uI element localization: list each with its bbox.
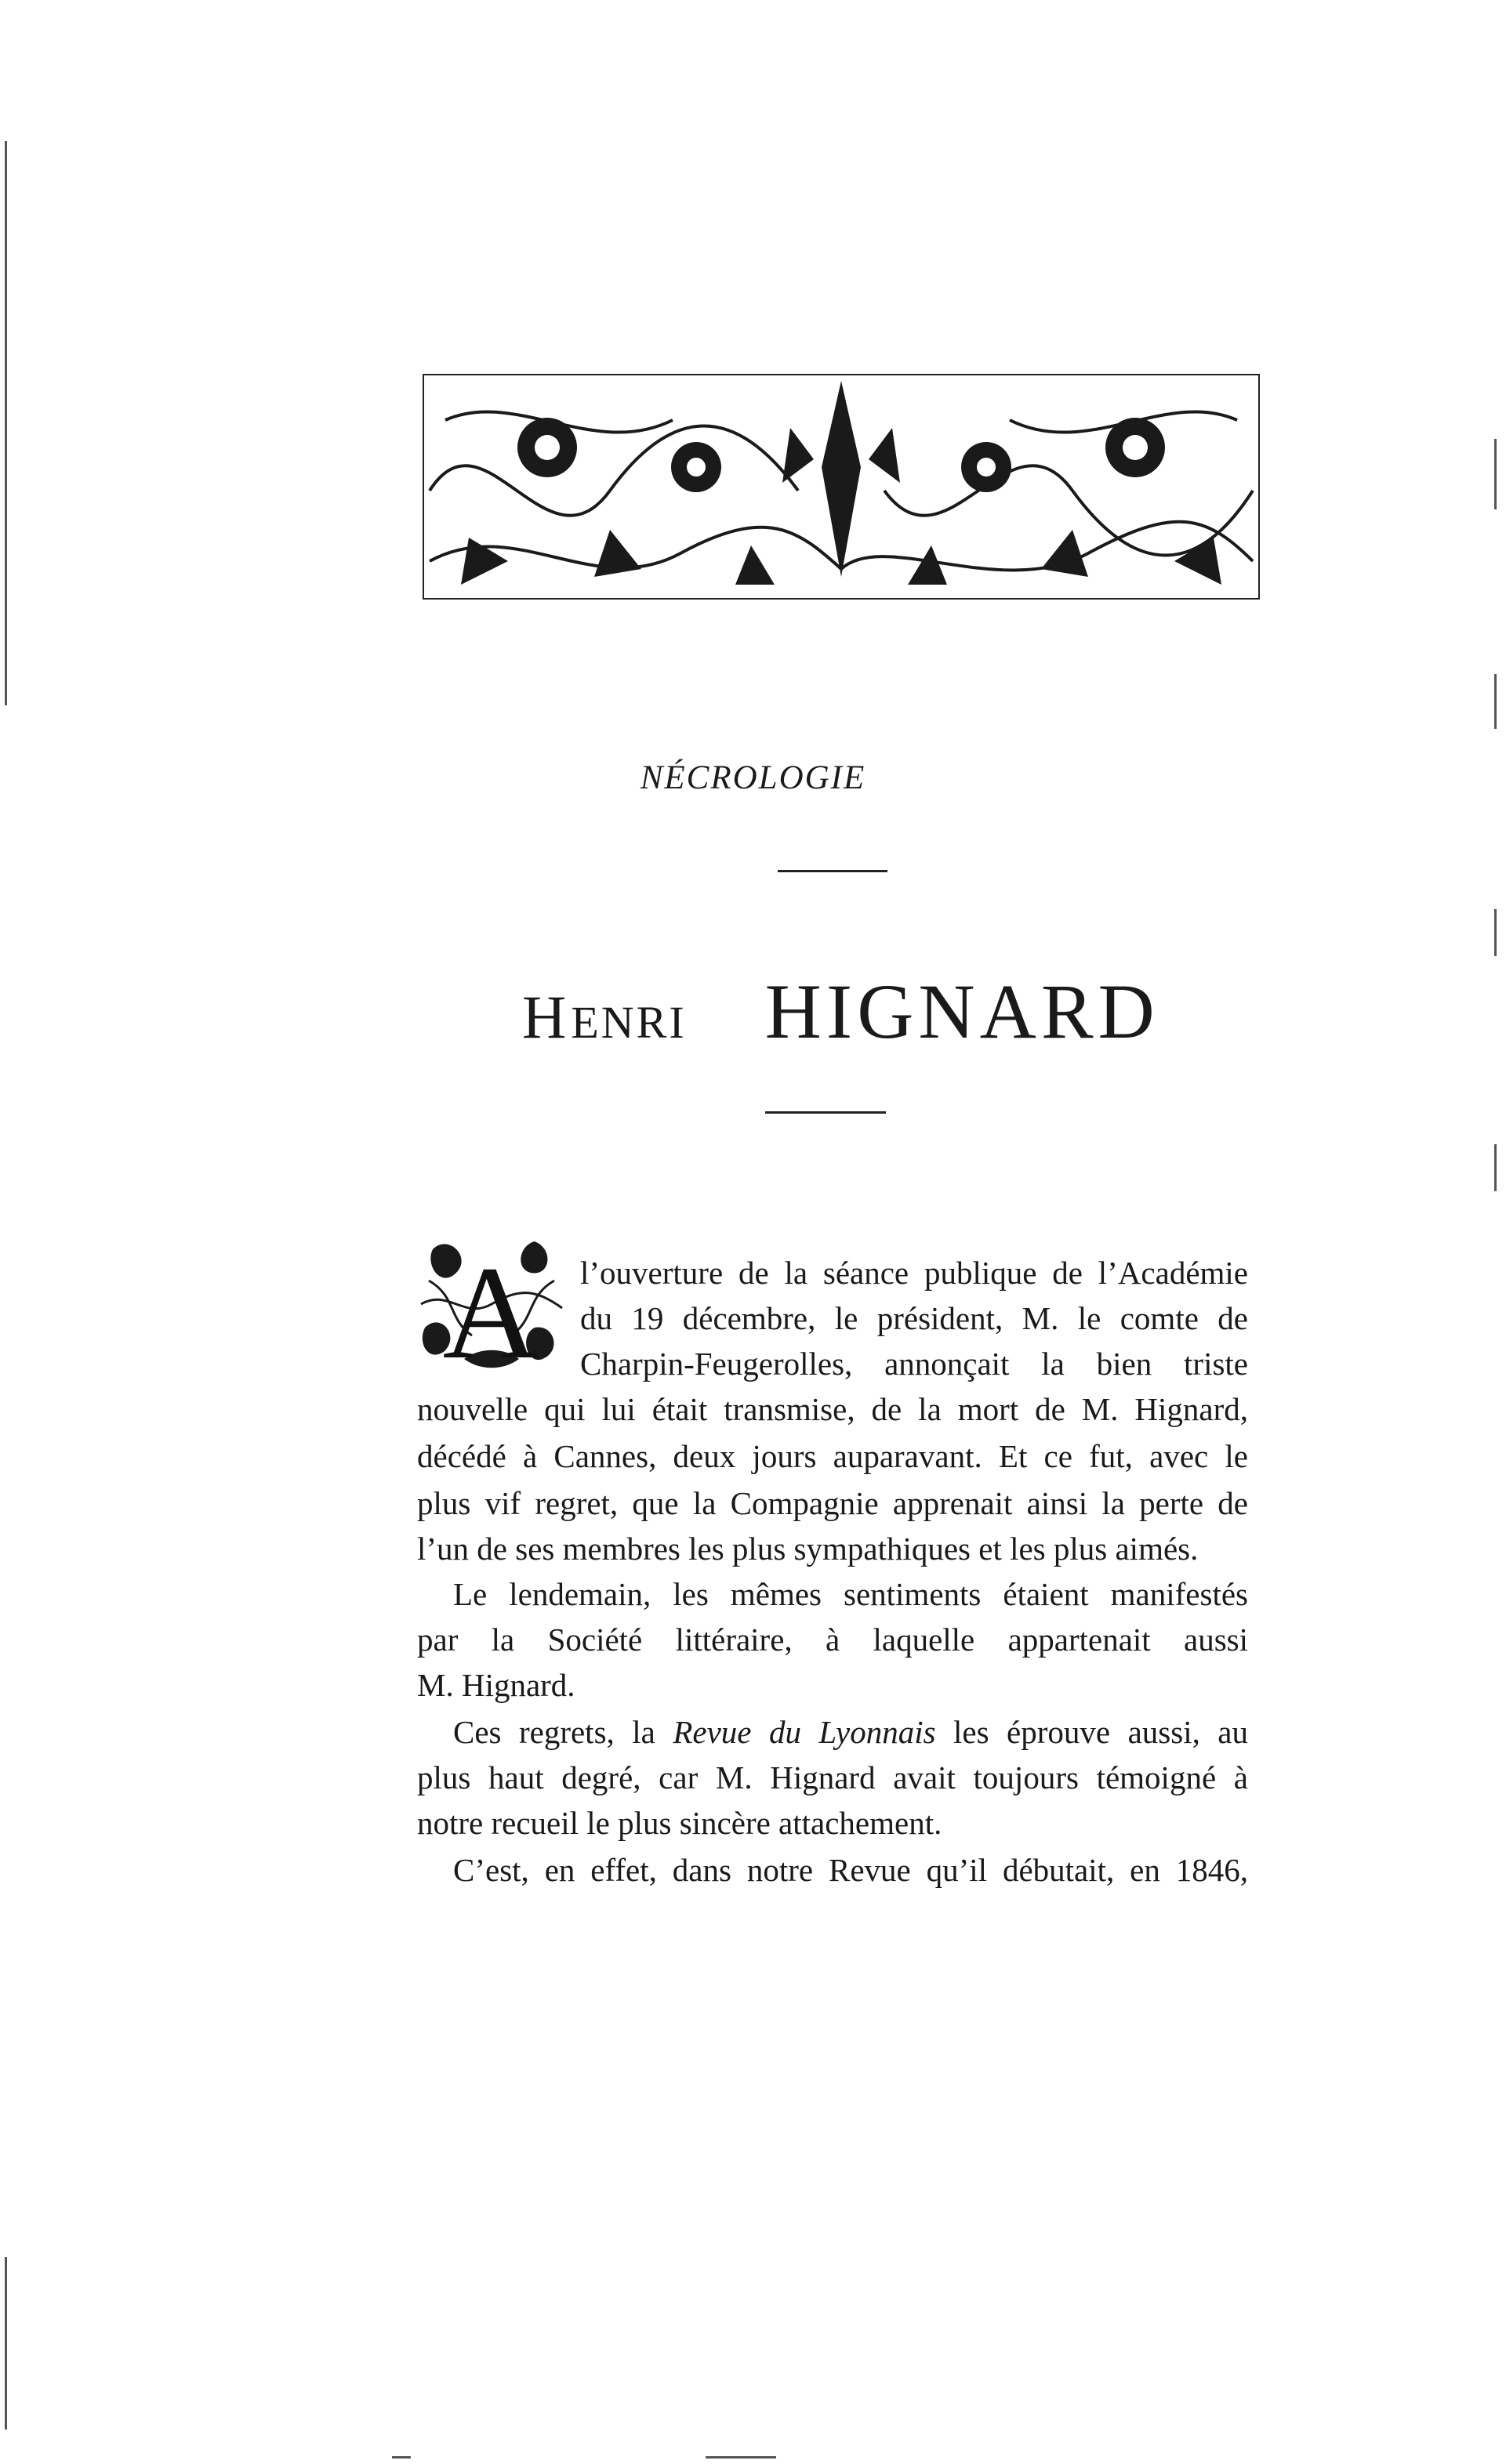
body-line-10: M. Hignard. (417, 1667, 575, 1703)
section-heading: NÉCROLOGIE (640, 759, 866, 796)
body-line-2: du 19 décembre, le président, M. le comte de (580, 1300, 1248, 1336)
body-line-7: l’un de ses membres les plus sympathiques et les plus aimés. (417, 1531, 1199, 1567)
svg-text:A: A (442, 1239, 539, 1375)
last-name: HIGNARD (764, 968, 1159, 1055)
body-line-13: notre recueil le plus sincère attachement. (417, 1805, 942, 1841)
ornamented-drop-cap (417, 1234, 564, 1375)
body-line-9: par la Société littéraire, à laquelle appartenait aussi (417, 1622, 1248, 1658)
body-line-11-prefix: Ces regrets, la (453, 1714, 655, 1750)
scan-edge-right-4 (1494, 1144, 1497, 1191)
scan-edge-left (5, 141, 7, 705)
body-line-1: l’ouverture de la séance publique de l’Académie (580, 1255, 1248, 1291)
body-line-3: Charpin-Feugerolles, annonçait la bien triste (580, 1346, 1248, 1382)
body-line-11 (417, 1708, 1248, 1756)
body-line-12: plus haut degré, car M. Hignard avait toujours témoigné à (417, 1759, 1248, 1795)
periodical-title: Revue du Lyonnais (673, 1714, 936, 1750)
body-line-4: nouvelle qui lui était transmise, de la mort de M. Hignard, (417, 1391, 1248, 1427)
scan-edge-right-2 (1494, 674, 1497, 729)
first-name: HENRI (522, 983, 687, 1051)
scan-edge-left-lower (5, 2257, 7, 2430)
body-line-6: plus vif regret, que la Compagnie apprenait ainsi la perte de (417, 1485, 1248, 1521)
body-line-5: décédé à Cannes, deux jours auparavant. Et ce fut, avec le (417, 1438, 1248, 1474)
obituary-title (522, 969, 1165, 1055)
body-line-11-suffix: les éprouve aussi, au (953, 1714, 1249, 1750)
body-line-8: Le lendemain, les mêmes sentiments étaient manifestés (453, 1576, 1248, 1612)
rule-below-title (765, 1111, 886, 1114)
scan-edge-bottom-2 (706, 2456, 776, 2459)
scan-edge-right-3 (1494, 909, 1497, 956)
scan-edge-bottom (392, 2456, 411, 2459)
scan-edge-right (1494, 439, 1497, 509)
body-line-14: C’est, en effet, dans notre Revue qu’il débutait, en 1846, (453, 1852, 1248, 1888)
rule-above-title (778, 870, 887, 872)
ornamental-headpiece (422, 373, 1261, 600)
